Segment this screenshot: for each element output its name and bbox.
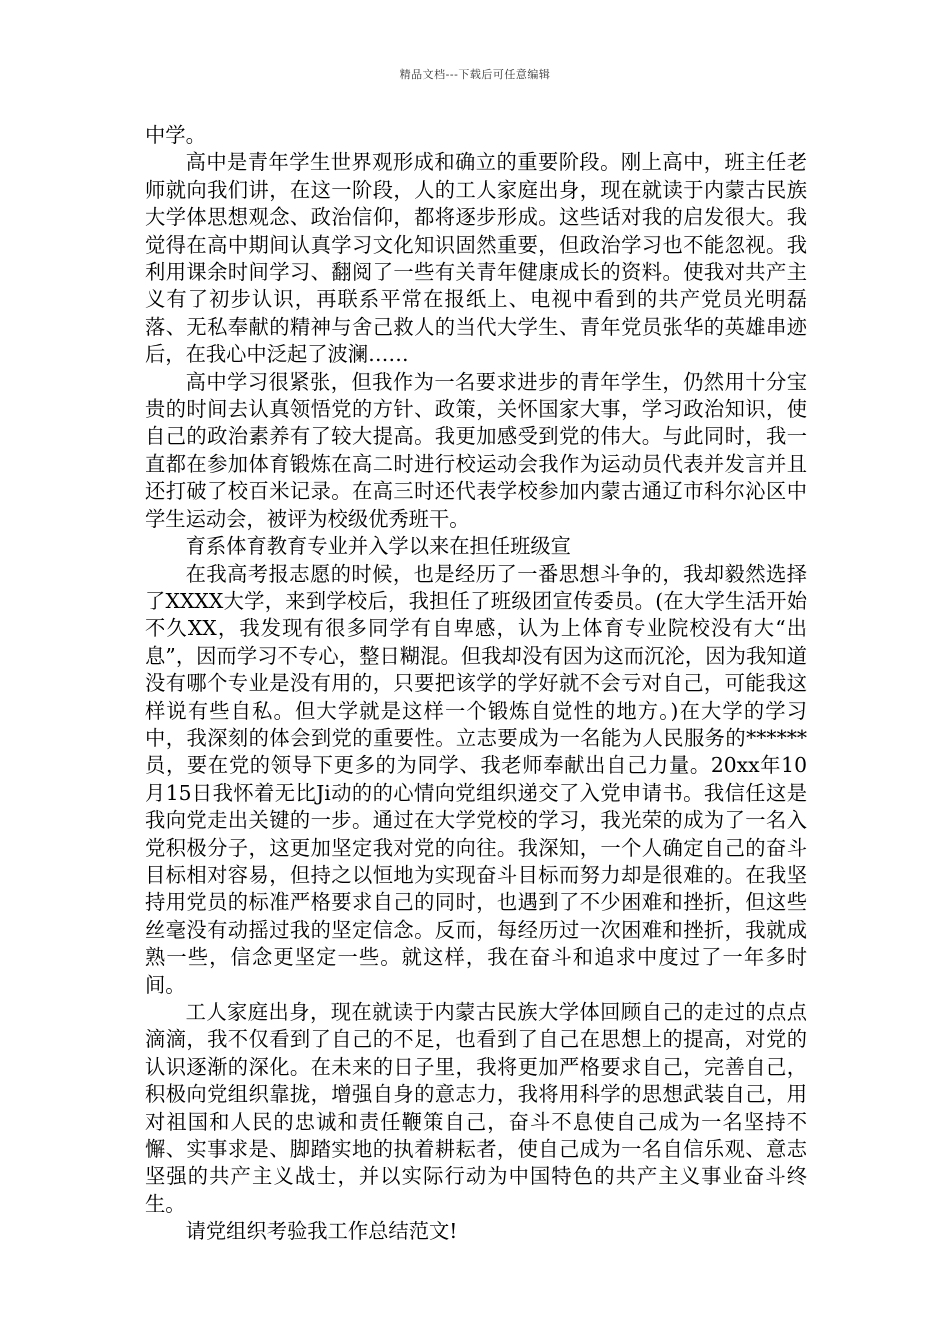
page-header: 精品文档---下载后可任意编辑 [399, 68, 551, 81]
paragraph: 请党组织考验我工作总结范文! [185, 1219, 458, 1244]
paragraph: 中学。 [145, 123, 206, 147]
document-body [145, 122, 807, 1246]
paragraph: 高中是青年学生世界观形成和确立的重要阶段。刚上高中，班主任老师就向我们讲，在这一阶段，人的工人家庭出身，现在就读于内蒙古民族大学体思想观念、政治信仰，都将逐步形成。这些话对我的启发很大。我觉得在高中期间认真学习文化知识固然重要，但政治学习也不能忽视。我利用课余时间学习、翻阅了一些有关青年健康成长的资料。使我对共产主义有了初步认识，再联系平常在报纸上、电视中看到的共产党员光明磊落、无私奉献的精神与舍己救人的当代大学生、青年党员张华的英雄串迹后，在我心中泛起了波澜…… [145, 150, 807, 367]
paragraph: 育系体育教育专业并入学以来在担任班级宣 [185, 534, 571, 559]
paragraph: 工人家庭出身，现在就读于内蒙古民族大学体回顾自己的走过的点点滴滴，我不仅看到了自己的不足，也看到了自己在思想上的提高，对党的认识逐渐的深化。在未来的日子里，我将更加严格要求自己，完善自己，积极向党组织靠拢，增强自身的意志力，我将用科学的思想武装自己，用对祖国和人民的忠诚和责任鞭策自己，奋斗不息使自己成为一名坚持不懈、实事求是、脚踏实地的执着耕耘者，使自己成为一名自信乐观、意志坚强的共产主义战士，并以实际行动为中国特色的共产主义事业奋斗终生。 [145, 1000, 807, 1216]
paragraph: 高中学习很紧张，但我作为一名要求进步的青年学生，仍然用十分宝贵的时间去认真领悟党的方针、政策，关怀国家大事，学习政治知识，使自己的政治素养有了较大提高。我更加感受到党的伟大。与此同时，我一直都在参加体育锻炼在高二时进行校运动会我作为运动员代表并发言并且还打破了校百米记录。在高三时还代表学校参加内蒙古通辽市科尔沁区中学生运动会，被评为校级优秀班干。 [145, 369, 807, 531]
paragraph: 在我高考报志愿的时候，也是经历了一番思想斗争的，我却毅然选择了XXXX大学，来到学校后，我担任了班级团宣传委员。(在大学生活开始不久XX，我发现有很多同学有自卑感，认为上体育专业院校没有大“出息”，因而学习不专心，整日糊混。但我却没有因为这而沉沦，因为我知道没有哪个专业是没有用的，只要把该学的学好就不会亏对自己，可能我这样说有些自私。但大学就是这样一个锻炼自觉性的地方。)在大学的学习中，我深刻的体会到党的重要性。立志要成为一名能为人民服务的******员，要在党的领导下更多的为同学、我老师奉献出自己力量。20xx年10月15日我怀着无比Ji动的的心情向党组织递交了入党申请书。我信任这是我向党走出关键的一步。通过在大学党校的学习，我光荣的成为了一名入党积极分子，这更加坚定我对党的向往。我深知，一个人确定自己的奋斗目标相对容易，但持之以恒地为实现奋斗目标而努力却是很难的。在我坚持用党员的标准严格要求自己的同时，也遇到了不少困难和挫折，但这些丝毫没有动摇过我的坚定信念。反而，每经历过一次困难和挫折，我就成熟一些，信念更坚定一些。就这样，我在奋斗和追求中度过了一年多时间。 [145, 561, 807, 997]
